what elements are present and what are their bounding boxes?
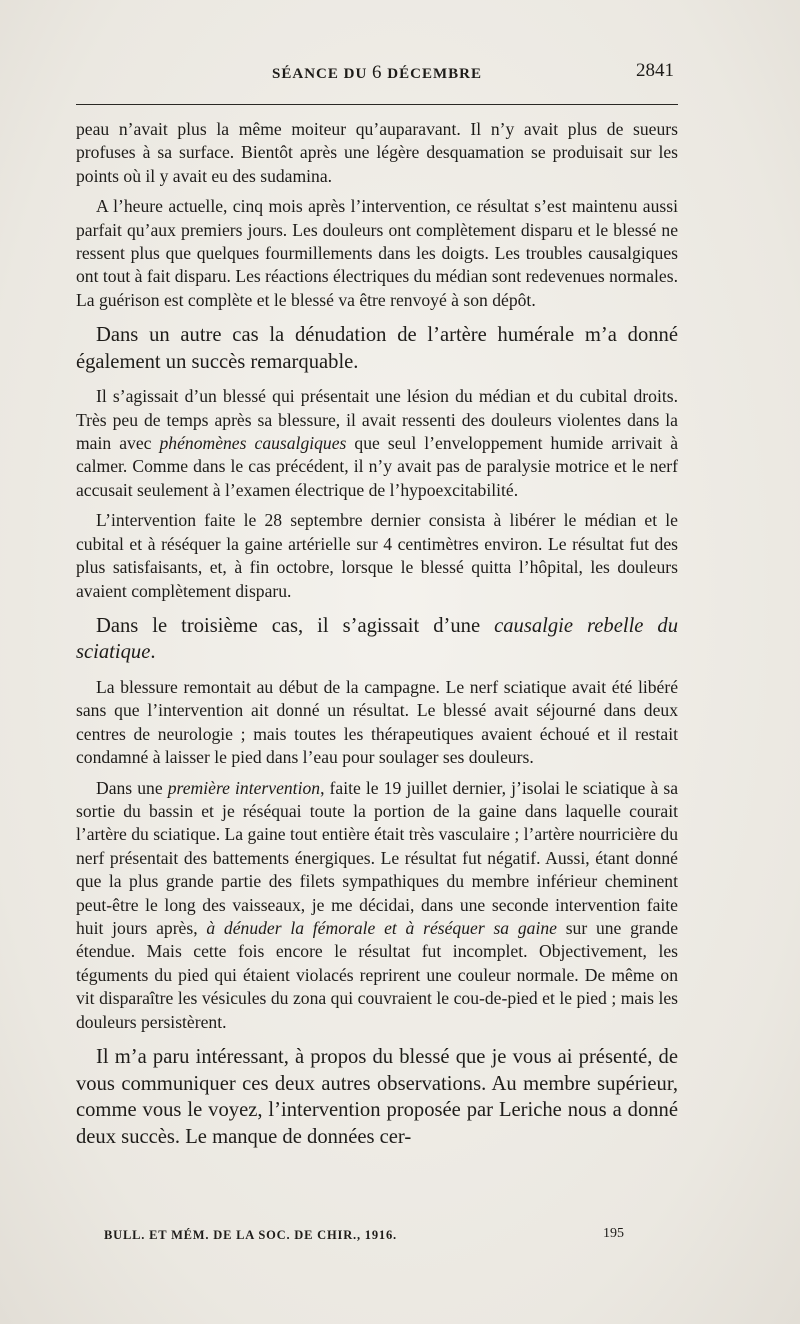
paragraph xyxy=(76,509,678,603)
running-title-prefix: SÉANCE DU xyxy=(272,66,373,82)
paragraph xyxy=(76,777,678,1034)
page-number: 2841 xyxy=(636,60,674,81)
text-run: . xyxy=(150,641,156,664)
running-title-suffix: DÉCEMBRE xyxy=(382,66,482,82)
text-run: A l’heure actuelle, cinq mois après l’intervention, ce résultat s’est maintenu aussi parfait qu’aux premiers jours. Les douleurs ont complètement disparu et le blessé ne ressent plus que quelques fourmillements dans les doigts. Les troubles causalgiques ont tout à fait disparu. Les réactions électriques du médian sont redevenues normales. La guérison est complète et le blessé va être renvoyé à son dépôt. xyxy=(76,196,678,310)
paragraph xyxy=(76,1044,678,1150)
italic-text-run: causalgie rebelle du sciatique xyxy=(76,614,679,664)
italic-text-run: phénomènes causalgiques xyxy=(159,433,347,454)
paragraph xyxy=(76,118,678,188)
paragraph xyxy=(76,676,678,770)
body-text xyxy=(76,118,678,1150)
running-header xyxy=(76,62,678,92)
text-run: Dans le troisième cas, il s’agissait d’une xyxy=(96,614,495,637)
text-run: , faite le 19 juillet dernier, j’isolai le sciatique à sa sortie du bassin et je réséquai toute la portion de la gaine dans laquelle courait l’artère du sciatique. La gaine tout entière était très vasculaire ; l’artère nourricière du nerf présentait des battements énergiques. Le résultat fut négatif. Aussi, étant donné que la plus grande partie des filets sympathiques du membre inférieur cheminent peut-être le long des vaisseaux, je me décidai, dans une seconde intervention faite huit jours après, xyxy=(76,777,679,938)
text-run: Dans un autre cas la dénudation de l’artère humérale m’a donné également un succès remarquable. xyxy=(76,324,678,373)
paragraph xyxy=(76,385,678,502)
footer-journal: BULL. ET MÉM. DE LA SOC. DE CHIR., 1916. xyxy=(104,1228,397,1242)
header-rule xyxy=(76,104,678,105)
italic-text-run: à dénuder la fémorale et à réséquer sa gaine xyxy=(206,917,557,938)
text-run: Il s’agissait d’un blessé qui présentait une lésion du médian et du cubital droits. Très peu de temps après sa blessure, il avait ressenti des douleurs violentes dans la main avec xyxy=(76,386,678,454)
text-run: sur une grande étendue. Mais cette fois encore le résultat fut incomplet. Objectivement, les téguments du pied qui étaient violacés reprirent une couleur normale. De même on vit disparaître les vésicules du zona qui couvraient le cou-de-pied et le pied ; mais les douleurs persistèrent. xyxy=(76,917,678,1032)
running-title-number: 6 xyxy=(372,62,383,83)
text-run: peau n’avait plus la même moiteur qu’auparavant. Il n’y avait plus de sueurs profuses à sa surface. Bientôt après une légère desquamation se produisait sur les points où il y avait eu des sudamina. xyxy=(76,119,678,186)
page-footer xyxy=(104,1228,624,1248)
text-run: La blessure remontait au début de la campagne. Le nerf sciatique avait été libéré sans que l’intervention ait donné un résultat. Le blessé avait séjourné dans deux centres de neurologie ; mais toutes les thérapeutiques avaient échoué et il restait condamné à laisser le pied dans l’eau pour soulager ses douleurs. xyxy=(76,676,678,768)
paragraph xyxy=(76,613,678,666)
italic-text-run: première intervention xyxy=(167,777,321,798)
running-title xyxy=(76,62,678,84)
paragraph xyxy=(76,322,678,375)
footer-signature: 195 xyxy=(603,1226,624,1241)
text-run: Il m’a paru intéressant, à propos du blessé que je vous ai présenté, de vous communiquer ces deux autres observations. Au membre supérieur, comme vous le voyez, l’intervention proposée par Leriche nous a donné deux succès. Le manque de données cer- xyxy=(76,1046,678,1148)
text-run: que seul l’enveloppement humide arrivait à calmer. Comme dans le cas précédent, il n’y avait pas de paralysie motrice et le nerf accusait seulement à l’examen électrique de l’hypoexcitabilité. xyxy=(76,433,679,500)
paragraph xyxy=(76,195,678,312)
text-run: Dans une xyxy=(96,777,168,798)
text-run: L’intervention faite le 28 septembre dernier consista à libérer le médian et le cubital et à réséquer la gaine artérielle sur 4 centimètres environ. Le résultat fut des plus satisfaisants, et, à fin octobre, lorsque le blessé quitta l’hôpital, les douleurs avaient complètement disparu. xyxy=(76,510,678,601)
